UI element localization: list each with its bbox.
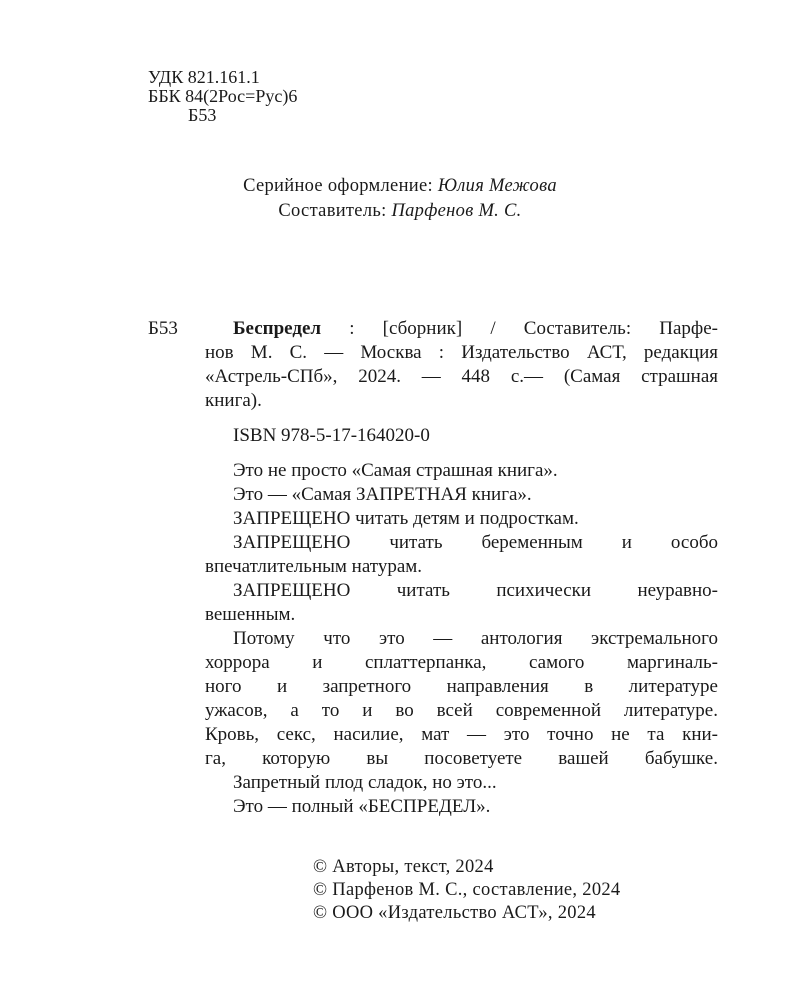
credits (0, 174, 800, 224)
copyright-block (313, 856, 620, 925)
annotation-line: Это — полный «БЕСПРЕДЕЛ». (233, 796, 491, 817)
library-mark: Б53 (148, 318, 178, 339)
copyright-line: © Авторы, текст, 2024 (313, 857, 494, 877)
annotation-line: ного и запретного направления в литературе (205, 676, 718, 697)
annotation-line: Это — «Самая ЗАПРЕТНАЯ книга». (233, 484, 532, 505)
record-line: книга). (205, 390, 262, 411)
series-design-credit (0, 174, 800, 199)
annotation-line: Это не просто «Самая страшная книга». (233, 460, 558, 481)
credit-name: Юлия Межова (437, 176, 557, 196)
udk-code: УДК 821.161.1 (148, 67, 260, 87)
record-text: : [сборник] / Составитель: Парфе- (321, 318, 718, 339)
annotation-line: га, которую вы посоветуете вашей бабушке. (205, 748, 718, 769)
record-line: нов М. С. — Москва : Издательство АСТ, редакция (205, 342, 718, 363)
annotation-line: вешенным. (205, 604, 296, 625)
annotation-line: Запретный плод сладок, но это... (233, 772, 497, 793)
bbk-code: ББК 84(2Рос=Рус)6 (148, 86, 298, 106)
annotation-line: Потому что это — антология экстремального (233, 628, 718, 649)
bibliographic-record (205, 317, 718, 819)
copyright-line: © ООО «Издательство АСТ», 2024 (313, 903, 596, 923)
annotation (205, 459, 718, 819)
classification-codes (148, 68, 297, 125)
annotation-line: ужасов, а то и во всей современной литературе. (205, 700, 718, 721)
annotation-line: ЗАПРЕЩЕНО читать беременным и особо (233, 532, 718, 553)
compiler-credit (0, 199, 800, 224)
credit-name: Парфенов М. С. (391, 201, 522, 221)
annotation-line: впечатлительным натурам. (205, 556, 423, 577)
annotation-line: ЗАПРЕЩЕНО читать детям и подросткам. (233, 508, 579, 529)
copyright-line: © Парфенов М. С., составление, 2024 (313, 880, 621, 900)
annotation-line: хоррора и сплаттерпанка, самого маргиналь- (205, 652, 718, 673)
record-line: «Астрель-СПб», 2024. — 448 с.— (Самая страшная (205, 366, 718, 387)
credit-label: Серийное оформление: (243, 176, 433, 196)
annotation-line: Кровь, секс, насилие, мат — это точно не та кни- (205, 724, 718, 745)
annotation-line: ЗАПРЕЩЕНО читать психически неуравно- (233, 580, 718, 601)
book-title: Беспредел (233, 318, 322, 339)
isbn: ISBN 978-5-17-164020-0 (233, 425, 430, 446)
credit-label: Составитель: (278, 201, 387, 221)
record-line (205, 317, 718, 341)
author-mark: Б53 (188, 105, 217, 125)
